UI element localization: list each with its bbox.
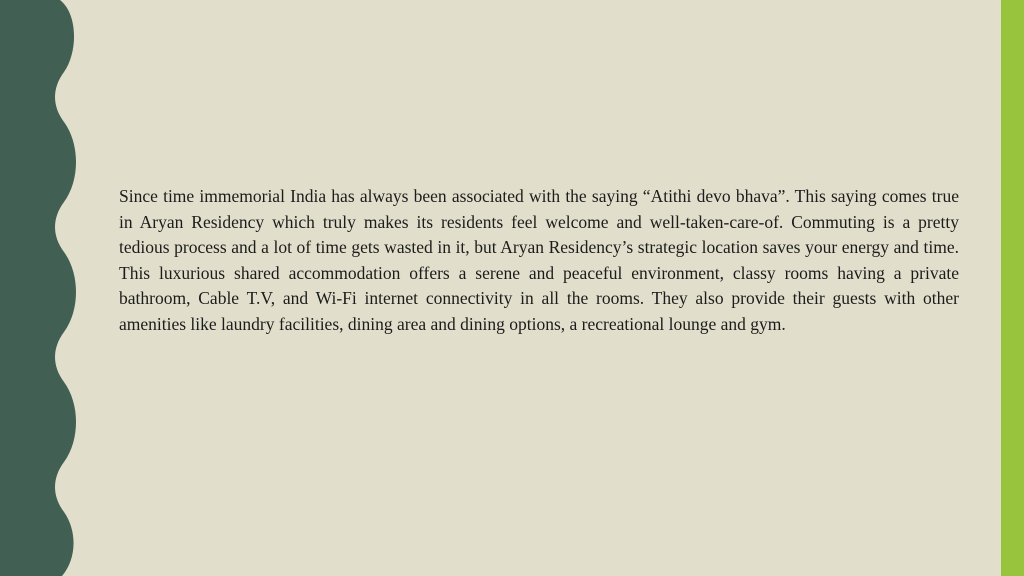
wavy-left-band bbox=[0, 0, 80, 576]
body-paragraph: Since time immemorial India has always been associated with the saying “Atithi devo bhava”. This saying comes true in Aryan Residency which truly makes its residents feel welcome and well-taken-care-of. Commuting is a pretty tedious process and a lot of time gets wasted in it, but Aryan Residency’s strategic location saves your energy and time. This luxurious shared accommodation offers a serene and peaceful environment, classy rooms having a private bathroom, Cable T.V, and Wi-Fi internet connectivity in all the rooms. They also provide their guests with other amenities like laundry facilities, dining area and dining options, a recreational lounge and gym. bbox=[119, 186, 959, 334]
right-accent-bar bbox=[1001, 0, 1024, 576]
wave-shape bbox=[0, 0, 76, 576]
